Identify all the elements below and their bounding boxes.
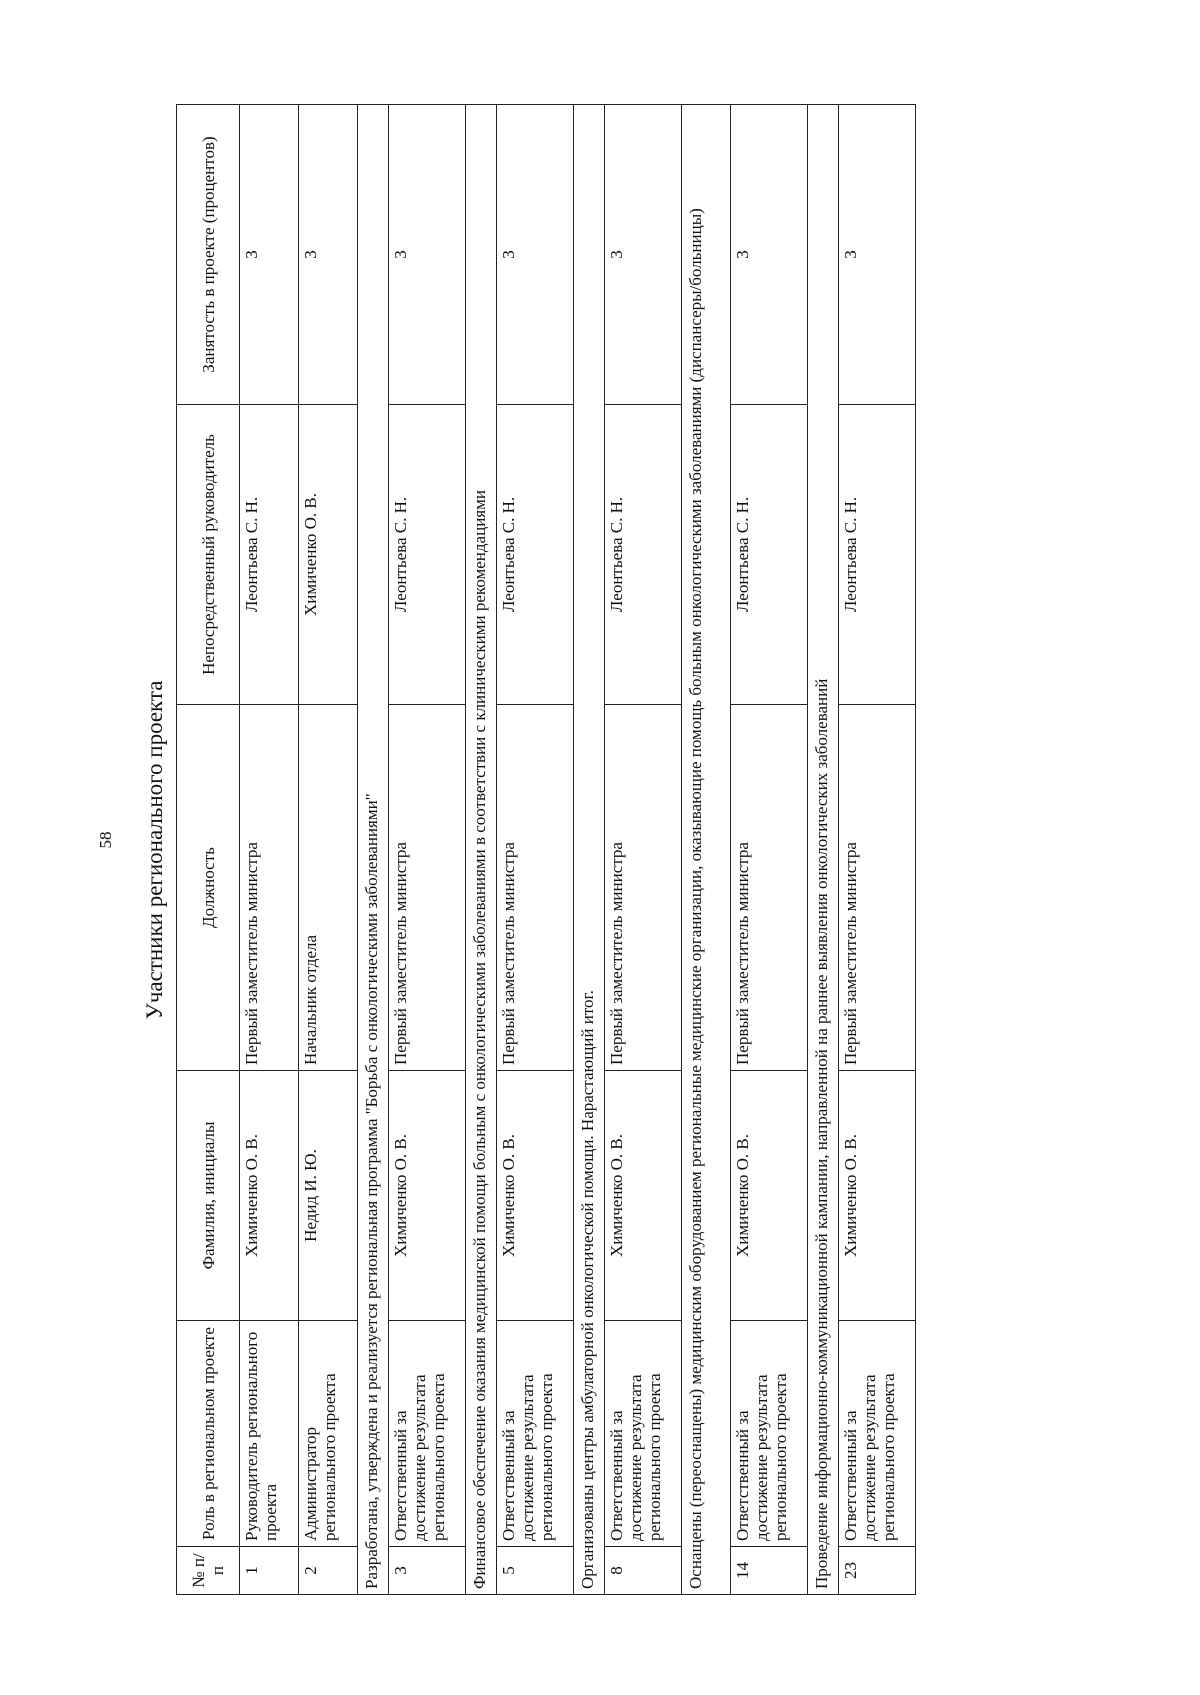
row-name: Химиченко О. В. (731, 1071, 808, 1321)
row-manager: Леонтьева С. Н. (731, 405, 808, 705)
rotated-page-content (138, 105, 1058, 1595)
row-number: 14 (731, 1547, 808, 1595)
section-title: Финансовое обеспечение оказания медицинской помощи больным с онкологическими заболеваниями в соответствии с клиническими рекомендациями (466, 105, 497, 1595)
row-employment: 3 (299, 105, 358, 405)
table-row (839, 105, 916, 1595)
column-header-role: Роль в региональном проекте (177, 1321, 240, 1547)
table-row (605, 105, 682, 1595)
row-role: Ответственный за достижение результата регионального проекта (497, 1321, 574, 1547)
row-role: Ответственный за достижение результата регионального проекта (839, 1321, 916, 1547)
row-manager: Химиченко О. В. (299, 405, 358, 705)
section-row (808, 105, 839, 1595)
column-header-manager: Непосредственный руководитель (177, 405, 240, 705)
row-position: Начальник отдела (299, 705, 358, 1071)
section-title: Проведение информационно-коммуникационной кампании, направленной на раннее выявления онкологических заболеваний (808, 105, 839, 1595)
section-row (358, 105, 389, 1595)
section-row (466, 105, 497, 1595)
row-manager: Леонтьева С. Н. (389, 405, 466, 705)
table-header-row (177, 105, 240, 1595)
row-number: 23 (839, 1547, 916, 1595)
section-title: Разработана, утверждена и реализуется региональная программа "Борьба с онкологическими заболеваниями" (358, 105, 389, 1595)
row-number: 5 (497, 1547, 574, 1595)
row-position: Первый заместитель министра (240, 705, 299, 1071)
table-row (731, 105, 808, 1595)
section-row (682, 105, 731, 1595)
row-name: Химиченко О. В. (389, 1071, 466, 1321)
row-manager: Леонтьева С. Н. (497, 405, 574, 705)
column-header-employment: Занятость в проекте (процентов) (177, 105, 240, 405)
row-position: Первый заместитель министра (731, 705, 808, 1071)
row-number: 8 (605, 1547, 682, 1595)
column-header-number: № п/п (177, 1547, 240, 1595)
row-number: 2 (299, 1547, 358, 1595)
row-employment: 3 (839, 105, 916, 405)
row-name: Химиченко О. В. (240, 1071, 299, 1321)
row-employment: 3 (497, 105, 574, 405)
row-name: Химиченко О. В. (497, 1071, 574, 1321)
section-row (574, 105, 605, 1595)
table-row (240, 105, 299, 1595)
row-manager: Леонтьева С. Н. (839, 405, 916, 705)
row-role: Ответственный за достижение результата регионального проекта (731, 1321, 808, 1547)
column-header-position: Должность (177, 705, 240, 1071)
row-manager: Леонтьева С. Н. (240, 405, 299, 705)
row-role: Ответственный за достижение результата регионального проекта (389, 1321, 466, 1547)
row-manager: Леонтьева С. Н. (605, 405, 682, 705)
row-position: Первый заместитель министра (839, 705, 916, 1071)
row-employment: 3 (389, 105, 466, 405)
row-position: Первый заместитель министра (389, 705, 466, 1071)
row-position: Первый заместитель министра (497, 705, 574, 1071)
row-employment: 3 (605, 105, 682, 405)
row-role: Ответственный за достижение результата регионального проекта (605, 1321, 682, 1547)
row-name: Химиченко О. В. (605, 1071, 682, 1321)
table-row (497, 105, 574, 1595)
table-row (389, 105, 466, 1595)
column-header-name: Фамилия, инициалы (177, 1071, 240, 1321)
row-employment: 3 (240, 105, 299, 405)
row-position: Первый заместитель министра (605, 705, 682, 1071)
row-number: 1 (240, 1547, 299, 1595)
page-title: Участники регионального проекта (142, 680, 167, 1020)
table-row (299, 105, 358, 1595)
row-role: Администратор регионального проекта (299, 1321, 358, 1547)
row-role: Руководитель регионального проекта (240, 1321, 299, 1547)
row-name: Недид И. Ю. (299, 1071, 358, 1321)
section-title: Организованы центры амбулаторной онкологической помощи. Нарастающий итог. (574, 105, 605, 1595)
row-employment: 3 (731, 105, 808, 405)
row-name: Химиченко О. В. (839, 1071, 916, 1321)
participants-table (176, 104, 916, 1595)
section-title: Оснащены (переоснащены) медицинским оборудованием региональные медицинские организации, оказывающие помощь больным онкологическими заболеваниями (диспансеры/больницы) (682, 105, 731, 1595)
page-number: 58 (96, 831, 115, 849)
row-number: 3 (389, 1547, 466, 1595)
